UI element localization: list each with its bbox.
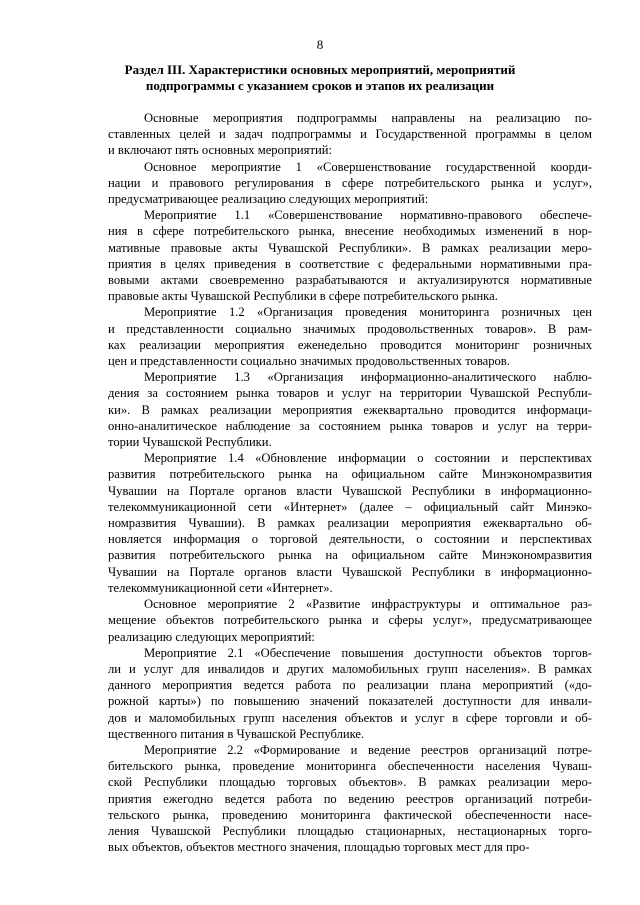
body-text — [108, 110, 592, 855]
paragraph — [108, 207, 592, 304]
page-number: 8 — [316, 37, 324, 52]
paragraph-line: Чувашии на Портале органов власти Чувашской Республики в информационно- — [108, 483, 592, 498]
paragraph-line: Мероприятие 1.4 «Обновление информации о состоянии и перспективах — [144, 451, 592, 466]
paragraph-line: правовые акты Чувашской Республики в сфере потребительского рынка. — [108, 289, 498, 304]
paragraph-line: приятия в целях приведения в соответствие с федеральными нормативными пра- — [108, 256, 592, 271]
paragraph-line: новляется информация о торговой деятельности, о состоянии и перспективах — [108, 532, 592, 547]
paragraph — [108, 369, 592, 450]
paragraph-line: онно-аналитическое наблюдение за состоянием рынка товаров и услуг на терри- — [108, 418, 592, 433]
paragraph-line: дов и маломобильных групп населения объектов и услуг в сфере торговли и об- — [108, 710, 592, 725]
paragraph-line: мативные правовые акты Чувашской Республики». В рамках реализации меро- — [108, 240, 592, 255]
paragraph-line: рожной карты») по повышению значений показателей доступности для инвали- — [108, 694, 592, 709]
paragraph-line: телекоммуникационной сети «Интернет». — [108, 580, 333, 595]
paragraph-line: Мероприятие 2.2 «Формирование и ведение реестров организаций потре- — [144, 742, 592, 757]
paragraph — [108, 645, 592, 742]
paragraph-line: Основное мероприятие 2 «Развитие инфраструктуры и оптимальное раз- — [144, 597, 592, 612]
paragraph — [108, 742, 592, 855]
paragraph-line: развития потребительского рынка на официальном сайте Минэкономразвития — [108, 548, 592, 563]
paragraph-line: нации и правового регулирования в сфере потребительского рынка и услуг», — [108, 175, 592, 190]
paragraph-line: Мероприятие 2.1 «Обеспечение повышения доступности объектов торгов- — [144, 645, 592, 660]
paragraph-line: Чувашии на Портале органов власти Чувашской Республики в информационно- — [108, 564, 592, 579]
paragraph-line: ставленных целей и задач подпрограммы и Государственной программы в целом — [108, 127, 592, 142]
paragraph-line: ской Республики площадью торговых объектов». В рамках реализации меро- — [108, 775, 592, 790]
paragraph-line: данного мероприятия ведется работа по реализации плана мероприятий («до- — [108, 678, 592, 693]
paragraph — [108, 450, 592, 596]
paragraph-line: развития потребительского рынка на официальном сайте Минэкономразвития — [108, 467, 592, 482]
paragraph-line: тории Чувашской Республики. — [108, 435, 272, 450]
paragraph — [108, 159, 592, 208]
section-heading — [100, 62, 540, 94]
paragraph-line: Мероприятие 1.2 «Организация проведения мониторинга розничных цен — [144, 305, 592, 320]
paragraph-line: бительского рынка, проведение мониторинга обеспеченности населения Чуваш- — [108, 759, 592, 774]
section-heading-line: Раздел III. Характеристики основных мероприятий, мероприятий — [124, 62, 516, 77]
paragraph-line: Мероприятие 1.1 «Совершенствование нормативно-правового обеспече- — [144, 208, 592, 223]
paragraph — [108, 304, 592, 369]
paragraph-line: ния в сфере потребительского рынка, внесение необходимых изменений в нор- — [108, 224, 592, 239]
paragraph-line: Основные мероприятия подпрограммы направлены на реализацию по- — [144, 111, 592, 125]
paragraph-line: и включают пять основных мероприятий: — [108, 143, 332, 158]
paragraph-line: ки». В рамках реализации мероприятия ежеквартально проводится информаци- — [108, 402, 592, 417]
section-heading-line: подпрограммы с указанием сроков и этапов их реализации — [145, 78, 495, 93]
paragraph-line: щественного питания в Чувашской Республике. — [108, 726, 365, 741]
paragraph-line: вых объектов, объектов местного значения, площадью торговых мест для про- — [108, 840, 530, 855]
paragraph-line: реализацию следующих мероприятий: — [108, 629, 315, 644]
paragraph-line: тельского рынка, проведению мониторинга фактической обеспеченности насе- — [108, 807, 592, 822]
paragraph-line: Мероприятие 1.3 «Организация информационно-аналитического наблю- — [144, 370, 592, 385]
paragraph-line: предусматривающее реализацию следующих мероприятий: — [108, 192, 429, 207]
paragraph-line: и представленности социально значимых продовольственных товаров». В рам- — [108, 321, 592, 336]
paragraph-line: приятия ежегодно ведется работа по ведению реестров организаций потреби- — [108, 791, 592, 806]
paragraph — [108, 596, 592, 645]
paragraph-line: Основное мероприятие 1 «Совершенствование государственной коорди- — [144, 159, 592, 174]
paragraph-line: ках реализации мероприятия еженедельно проводится мониторинг розничных — [108, 337, 592, 352]
paragraph-line: мещение объектов потребительского рынка и сферы услуг», предусматривающее — [108, 613, 592, 628]
paragraph-line: ления Чувашской Республики площадью стационарных, нестационарных торго- — [108, 823, 592, 838]
paragraph-line: дения за состоянием рынка товаров и услуг на территории Чувашской Республи- — [108, 386, 592, 401]
paragraph-line: телекоммуникационной сети «Интернет» (далее – официальный сайт Минэко- — [108, 499, 592, 514]
paragraph-line: номразвития Чувашии). В рамках реализации мероприятия ежеквартально об- — [108, 516, 592, 531]
paragraph-line: цен и представленности социально значимых продовольственных товаров. — [108, 354, 510, 369]
paragraph-line: вовыми актами своевременно разрабатываются и актуализируются нормативные — [108, 273, 592, 288]
paragraph — [108, 110, 592, 159]
paragraph-line: ли и услуг для инвалидов и других маломобильных групп населения». В рамках — [108, 661, 592, 676]
